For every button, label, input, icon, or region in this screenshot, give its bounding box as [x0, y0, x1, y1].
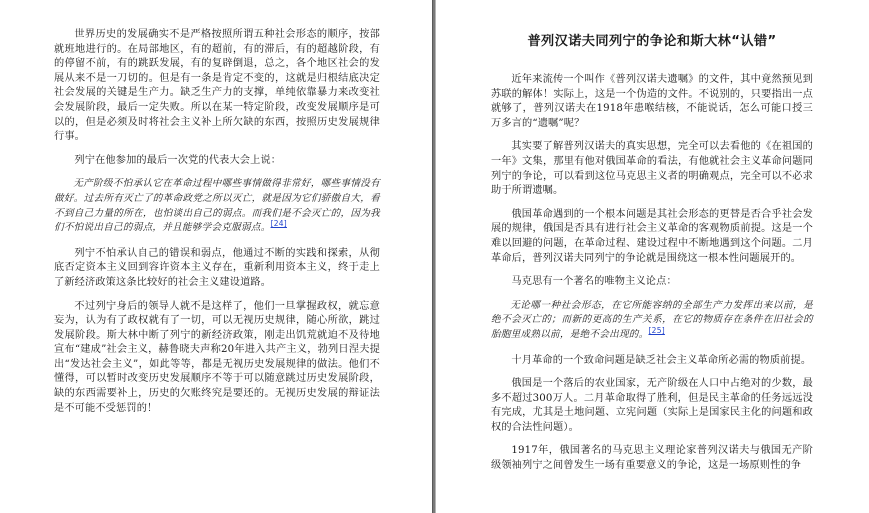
left-paragraph-2: 列宁在他参加的最后一次党的代表大会上说：: [74, 154, 282, 166]
right-paragraph-2: 其实要了解普列汉诺夫的真实思想，完全可以去看他的《在祖国的一年》文集，那里有他对俄国革命的看法，有他就社会主义革命问题同列宁的争论，可以看到这位马克思主义者的明确观点，完全可以不必求助于所谓遗嘱。: [491, 141, 813, 197]
right-quote-text: 无论哪一种社会形态，在它所能容纳的全部生产力发挥出来以前，是绝不会灭亡的；而新的更高的生产关系，在它的物质存在条件在旧社会的胎胞里成熟以前，是绝不会出现的。: [491, 299, 813, 340]
right-paragraph-5: 十月革命的一个致命问题是缺乏社会主义革命所必需的物质前提。: [511, 354, 812, 366]
right-paragraph-6: 俄国是一个落后的农业国家，无产阶级在人口中占绝对的少数，最多不超过300万人。二月革命取得了胜利，但是民主革命的任务远远没有完成，尤其是土地问题、立宪问题（实际上是国家民主化的问题和政权的合法性问题）。: [491, 378, 813, 433]
footnote-link-25[interactable]: [25]: [648, 325, 665, 335]
left-paragraph-1: 世界历史的发展确实不是严格按照所谓五种社会形态的顺序，按部就班地进行的。在局部地区，有的超前，有的滞后，有的超越阶段，有的停留不前，有的跳跃发展，有的复辟倒退，总之，各个地区社会的发展从来不是一刀切的。但是有一条是肯定不变的，这就是归根结底决定社会发展的关键是生产力。缺乏生产力的支撑，单纯依靠暴力来改变社会发展阶段，最后一定失败。所以在某一特定阶段，改变发展顺序是可以的，但是必须及时将社会主义补上所欠缺的东西，按照历史发展规律行事。: [54, 29, 380, 143]
left-paragraph-4: 不过列宁身后的领导人就不是这样了，他们一旦掌握政权，就忘意妄为，认为有了政权就有了一切，可以无视历史规律，随心所欲，跳过发展阶段。斯大林中断了列宁的新经济政策，刚走出饥荒就迫不及待地宣布“建成”社会主义，赫鲁晓夫声称20年进入共产主义，勃列日涅夫提出“发达社会主义”，如此等等，都是无视历史发展规律的做法。他们不懂得，可以暂时改变历史发展顺序不等于可以随意跳过历史发展阶段，缺的东西需要补上，历史的欠账终究是要还的。无视历史发展的辩证法是不可能不受惩罚的！: [54, 300, 380, 414]
right-block-quote: [491, 299, 813, 343]
left-quote-text: 无产阶级不怕承认它在革命过程中哪些事情做得非常好，哪些事情没有做好。过去所有灭亡了的革命政党之所以灭亡，就是因为它们骄傲自大，看不到自己力量的所在，也怕谈出自己的弱点。而我们是不会灭亡的，因为我们不怕说出自己的弱点，并且能够学会克服弱点。: [54, 178, 380, 234]
right-paragraph-4: 马克思有一个著名的唯物主义论点：: [511, 276, 677, 288]
right-paragraph-3: 俄国革命遇到的一个根本问题是其社会形态的更替是否合乎社会发展的规律，俄国是否具有进行社会主义革命的客观物质前提。这是一个难以回避的问题，在革命过程、建设过程中不断地遇到这个问题。二月革命后，普列汉诺夫同列宁的争论就是围绕这一根本性问题展开的。: [491, 208, 813, 264]
right-paragraph-7: 1917年，俄国著名的马克思主义理论家普列汉诺夫与俄国无产阶级领袖列宁之间曾发生一场有重要意义的争论，这是一场原则性的争: [491, 445, 813, 472]
right-page: [436, 0, 869, 513]
left-page: [0, 0, 432, 513]
footnote-link-24[interactable]: [24]: [270, 218, 287, 228]
chapter-title: 普列汉诺夫同列宁的争论和斯大林“认错”: [527, 34, 777, 49]
right-paragraph-1: 近年来流传一个叫作《普列汉诺夫遗嘱》的文件，其中竟然预见到苏联的解体！实际上，这是一个伪造的文件。不说别的，只要指出一点就够了，普列汉诺夫在1918年患喉结核，不能说话，怎么可能口授三万多言的“遗嘱”呢？: [491, 74, 813, 129]
left-paragraph-3: 列宁不怕承认自己的错误和弱点，他通过不断的实践和探索，从彻底否定资本主义回到容许资本主义存在，重新利用资本主义，终于走上了新经济政策这条比较好的社会主义建设道路。: [54, 247, 380, 288]
left-block-quote: [54, 177, 380, 235]
